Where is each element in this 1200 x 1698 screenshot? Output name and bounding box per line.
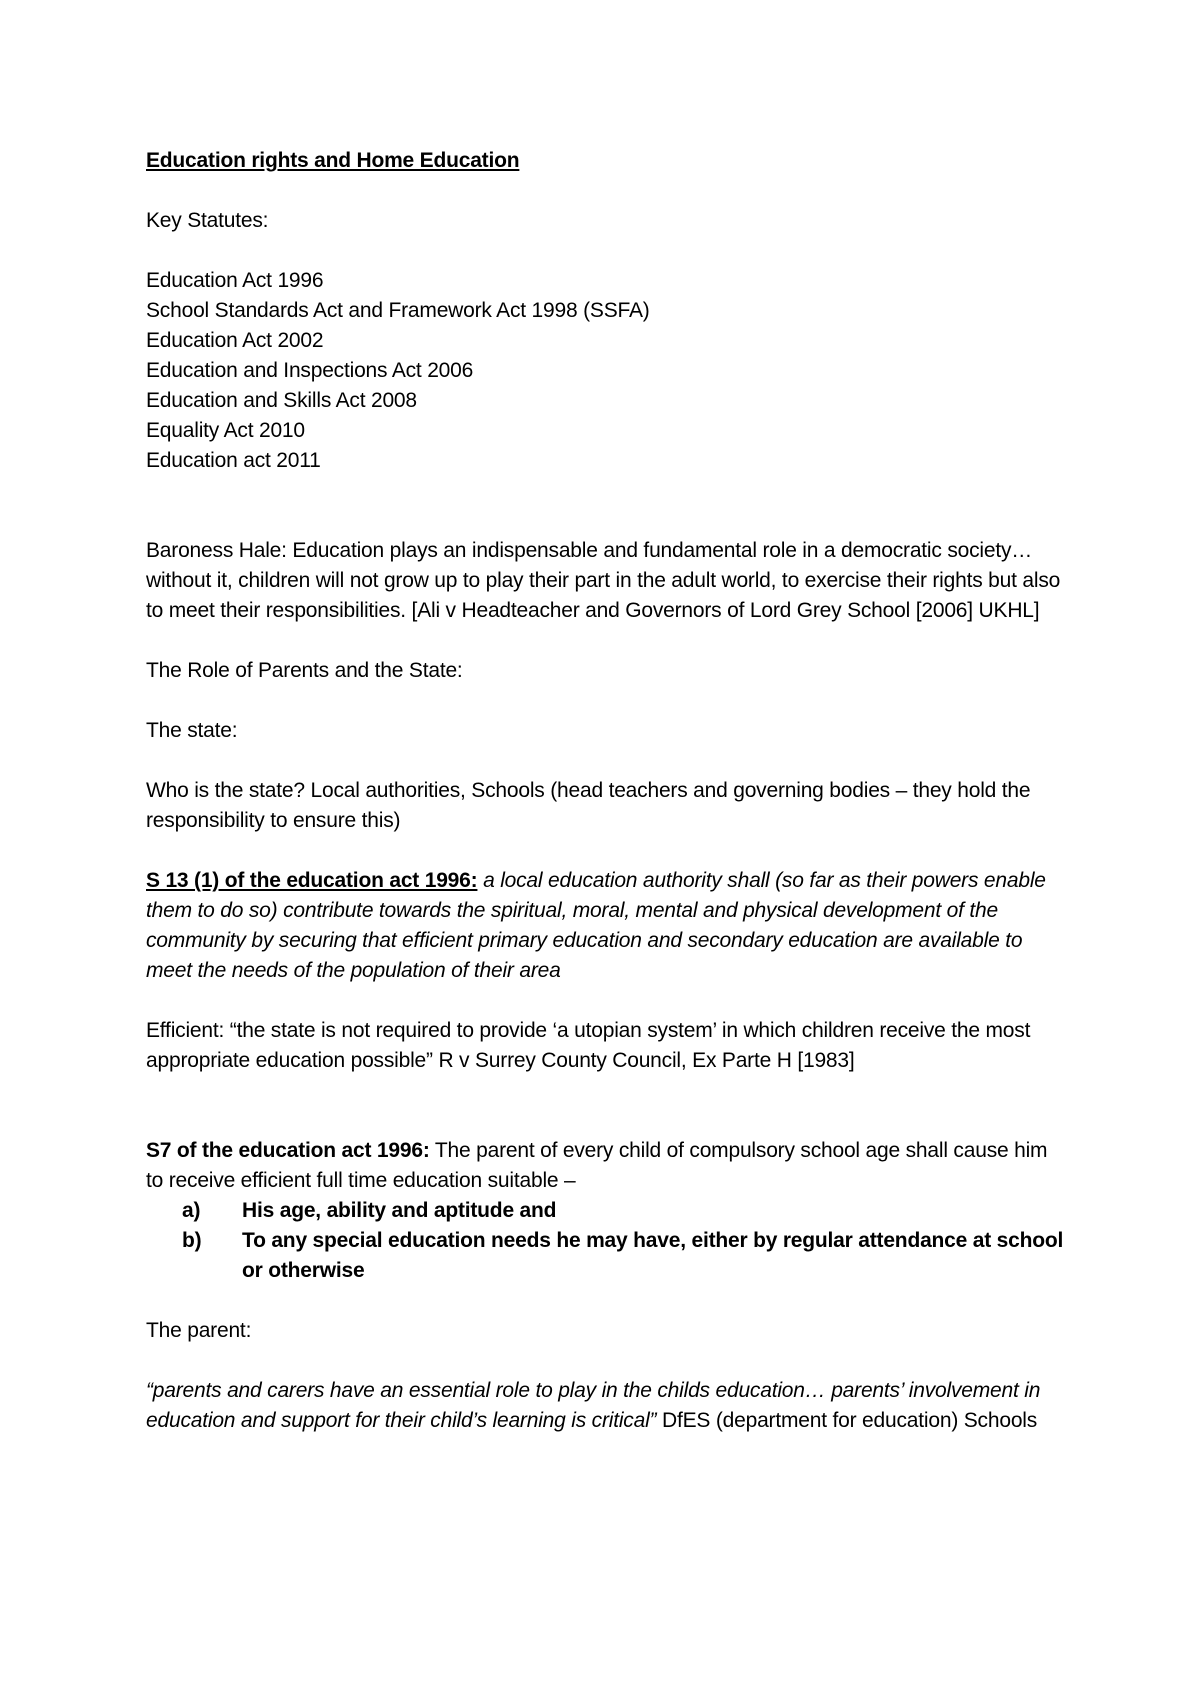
statute-item: School Standards Act and Framework Act 1998 (SSFA) xyxy=(146,299,650,322)
statute-item: Education and Skills Act 2008 xyxy=(146,389,417,412)
who-is-state-paragraph: Who is the state? Local authorities, Schools (head teachers and governing bodies – they hold the responsibility to ensure this) xyxy=(146,779,1031,832)
parent-quote: “parents and carers have an essential role to play in the childs education… parents’ involvement in education and support for their child’s learning is critical” xyxy=(146,1379,1041,1432)
page-title: Education rights and Home Education xyxy=(146,149,520,172)
s7-paragraph xyxy=(146,1136,1066,1196)
parent-quote-paragraph xyxy=(146,1376,1066,1436)
s13-text: a local education authority shall (so far as their powers enable them to do so) contribute towards the spiritual, moral, mental and physical development of the community by securing that efficient primary education and secondary education are available to meet the needs of the population of their area xyxy=(146,869,1046,982)
list-marker: a) xyxy=(182,1199,201,1222)
s7-label: S7 of the education act 1996: xyxy=(146,1139,430,1162)
parent-quote-source: DfES (department for education) Schools xyxy=(662,1409,1038,1432)
hale-quote: Baroness Hale: Education plays an indispensable and fundamental role in a democratic society… without it, children will not grow up to play their part in the adult world, to exercise their rights but also to meet their responsibilities. [Ali v Headteacher and Governors of Lord Grey School [2006] UKHL] xyxy=(146,539,1061,622)
statutes-list xyxy=(146,266,1066,476)
s7-list xyxy=(146,1196,1066,1286)
list-item-text: To any special education needs he may have, either by regular attendance at school or otherwise xyxy=(242,1229,1064,1282)
s13-paragraph xyxy=(146,866,1066,986)
parent-heading: The parent: xyxy=(146,1319,252,1342)
list-item xyxy=(182,1226,1066,1286)
s7-text: The parent of every child of compulsory school age shall cause him to receive efficient full time education suitable – xyxy=(146,1139,1048,1192)
list-item xyxy=(182,1196,1066,1226)
list-item-text: His age, ability and aptitude and xyxy=(242,1199,557,1222)
statute-item: Education Act 1996 xyxy=(146,269,324,292)
s13-label: S 13 (1) of the education act 1996: xyxy=(146,869,478,892)
efficient-paragraph: Efficient: “the state is not required to provide ‘a utopian system’ in which children receive the most appropriate education possible” R v Surrey County Council, Ex Parte H [1983] xyxy=(146,1019,1031,1072)
role-heading: The Role of Parents and the State: xyxy=(146,659,463,682)
statute-item: Education and Inspections Act 2006 xyxy=(146,359,474,382)
document-page xyxy=(146,146,1066,1466)
statute-item: Education act 2011 xyxy=(146,449,321,472)
list-marker: b) xyxy=(182,1229,202,1252)
key-statutes-label: Key Statutes: xyxy=(146,209,269,232)
statute-item: Equality Act 2010 xyxy=(146,419,305,442)
statute-item: Education Act 2002 xyxy=(146,329,324,352)
state-heading: The state: xyxy=(146,719,238,742)
